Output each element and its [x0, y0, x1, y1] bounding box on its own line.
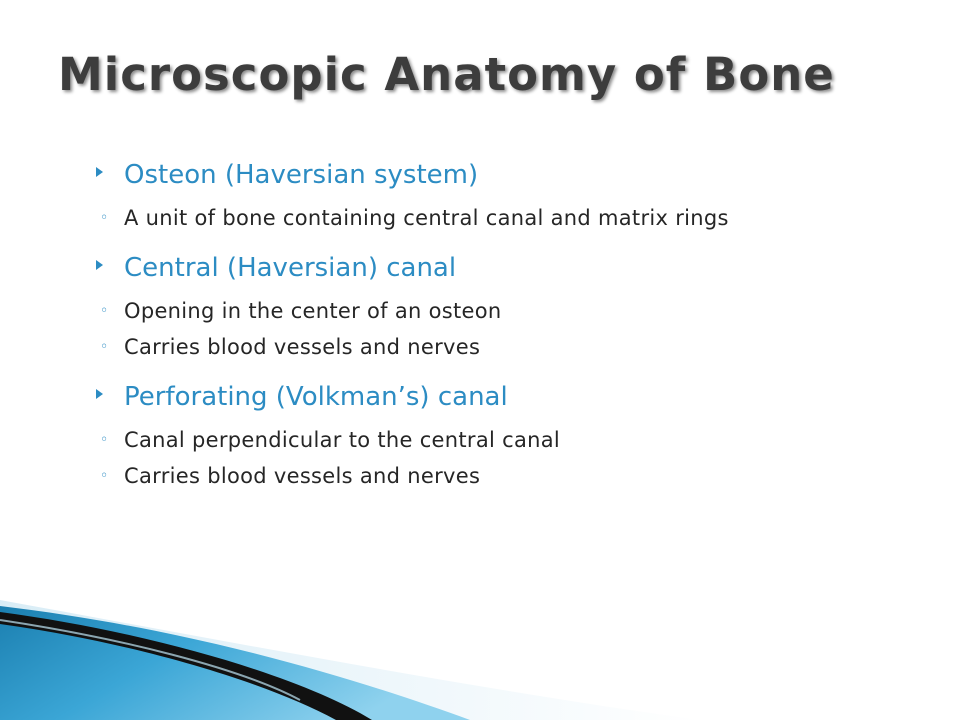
ring-bullet-icon: ◦ — [100, 432, 109, 448]
bullet-sub-text: Carries blood vessels and nerves — [124, 335, 481, 359]
bullet-sub-text: Opening in the center of an osteon — [124, 299, 502, 323]
ring-bullet-icon: ◦ — [100, 468, 109, 484]
ring-bullet-icon: ◦ — [100, 339, 109, 355]
slide-title: Microscopic Anatomy of Bone — [58, 48, 835, 101]
bullet-sub-text: A unit of bone containing central canal and matrix rings — [124, 206, 729, 230]
bullet-main-label: Osteon (Haversian system) — [124, 160, 479, 190]
bullet-sub-text: Canal perpendicular to the central canal — [124, 428, 561, 452]
bullet-sub-text: Carries blood vessels and nerves — [124, 464, 481, 488]
ring-bullet-icon: ◦ — [100, 210, 109, 226]
bullet-main-label: Perforating (Volkman’s) canal — [124, 382, 508, 412]
ring-bullet-icon: ◦ — [100, 303, 109, 319]
bullet-main-label: Central (Haversian) canal — [124, 253, 457, 283]
